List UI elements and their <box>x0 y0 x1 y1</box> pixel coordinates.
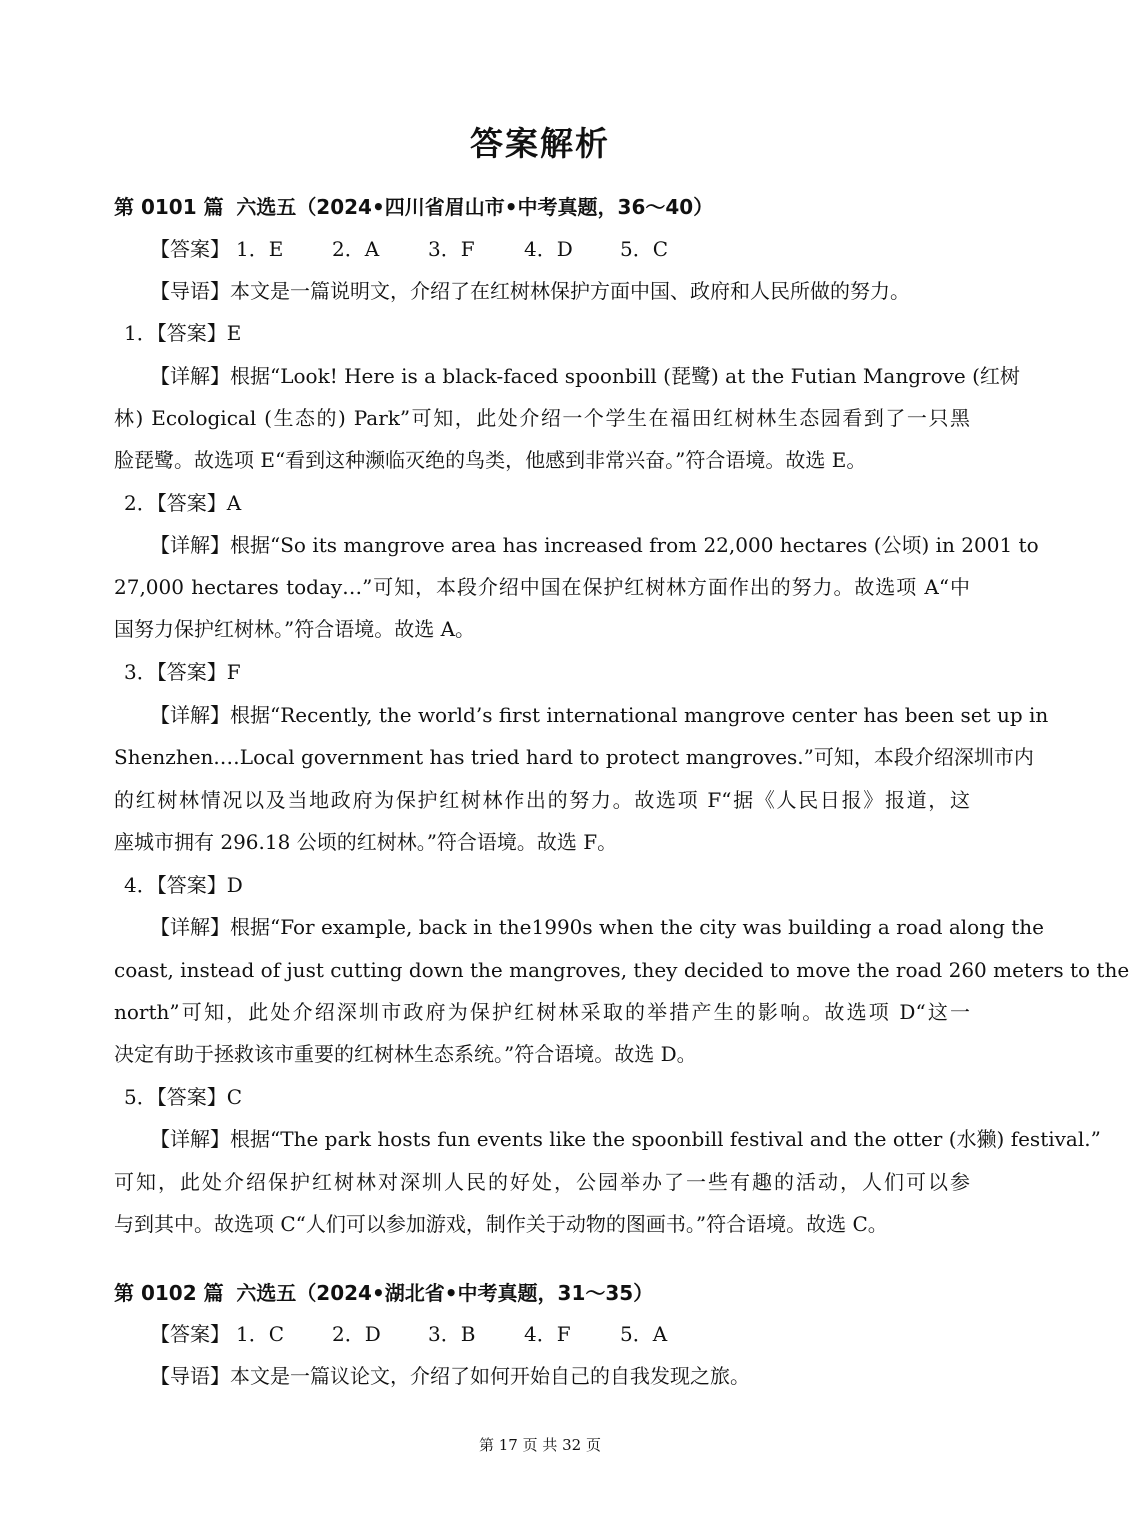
section-heading <box>114 1272 970 1314</box>
explanation-line: 决定有助于拯救该市重要的红树林生态系统。”符合语境。故选 D。 <box>114 1042 697 1066</box>
page-footer: 第 17 页 共 32 页 <box>478 1436 601 1454</box>
explanation-line: 【详解】根据“Look! Here is a black-faced spoonbill (琵鹭) at the Futian Mangrove (红树 <box>150 364 1020 388</box>
explanation-line: north”可知，此处介绍深圳市政府为保护红树林采取的举措产生的影响。故选项 D“这一 <box>114 1000 970 1024</box>
item-answer: 2．【答案】A <box>124 491 242 515</box>
explanation-line: 脸琵鹭。故选项 E“看到这种濒临灭绝的鸟类，他感到非常兴奋。”符合语境。故选 E。 <box>114 448 867 472</box>
item-answer: 5．【答案】C <box>124 1085 243 1109</box>
answer-item: 3．B <box>428 1322 476 1346</box>
explanation-line: 27,000 hectares today…”可知，本段介绍中国在保护红树林方面作出的努力。故选项 A“中 <box>114 575 970 599</box>
section-source: （2024•四川省眉山市•中考真题，36～40） <box>296 195 714 219</box>
explanation-line: 【详解】根据“For example, back in the1990s when the city was building a road along the <box>150 915 1045 939</box>
explanation-line: coast, instead of just cutting down the mangroves, they decided to move the road 260 meters to the <box>114 958 1129 982</box>
answer-label: 【答案】 <box>150 237 230 261</box>
answer-item: 5．C <box>620 237 669 261</box>
page-title: 答案解析 <box>470 124 610 163</box>
answer-label: 【答案】 <box>150 1322 230 1346</box>
answer-item: 2．D <box>332 1322 381 1346</box>
item-answer: 3．【答案】F <box>124 660 241 684</box>
section-source: （2024•湖北省•中考真题，31～35） <box>296 1281 654 1305</box>
explanation-line: Shenzhen.…Local government has tried hard to protect mangroves.”可知，本段介绍深圳市内 <box>114 745 1034 769</box>
answer-item: 3．F <box>428 237 475 261</box>
item-answer: 1．【答案】E <box>124 321 242 345</box>
explanation-line: 【详解】根据“Recently, the world’s first international mangrove center has been set up in <box>150 703 1049 727</box>
section-number: 第 0102 篇 <box>114 1281 224 1305</box>
explanation-line: 与到其中。故选项 C“人们可以参加游戏，制作关于动物的图画书。”符合语境。故选 C。 <box>114 1212 888 1236</box>
explanation-line: 可知，此处介绍保护红树林对深圳人民的好处，公园举办了一些有趣的活动，人们可以参 <box>114 1170 970 1194</box>
section-number: 第 0101 篇 <box>114 195 224 219</box>
item-answer: 4．【答案】D <box>124 873 243 897</box>
answer-item: 4．D <box>524 237 573 261</box>
explanation-line: 【详解】根据“So its mangrove area has increased from 22,000 hectares (公顷) in 2001 to <box>150 533 1039 557</box>
section-heading <box>114 186 970 228</box>
answer-summary <box>114 228 970 270</box>
answer-item: 2．A <box>332 237 380 261</box>
intro-text: 【导语】本文是一篇议论文，介绍了如何开始自己的自我发现之旅。 <box>150 1364 750 1388</box>
explanation-line: 国努力保护红树林。”符合语境。故选 A。 <box>114 617 476 641</box>
explanation-line: 【详解】根据“The park hosts fun events like the spoonbill festival and the otter (水獭) festival.” <box>150 1127 1101 1151</box>
explanation-line: 林) Ecological (生态的) Park”可知，此处介绍一个学生在福田红树林生态园看到了一只黑 <box>114 406 970 430</box>
section-type: 六选五 <box>236 1281 297 1305</box>
explanation-line: 座城市拥有 296.18 公顷的红树林。”符合语境。故选 F。 <box>114 830 618 854</box>
section-type: 六选五 <box>236 195 297 219</box>
answer-item: 5．A <box>620 1322 668 1346</box>
explanation-line: 的红树林情况以及当地政府为保护红树林作出的努力。故选项 F“据《人民日报》报道，这 <box>114 788 970 812</box>
answer-item: 4．F <box>524 1322 571 1346</box>
answer-summary <box>114 1313 970 1355</box>
answer-item: 1．E <box>236 237 284 261</box>
answer-item: 1．C <box>236 1322 285 1346</box>
intro-text: 【导语】本文是一篇说明文，介绍了在红树林保护方面中国、政府和人民所做的努力。 <box>150 279 910 303</box>
